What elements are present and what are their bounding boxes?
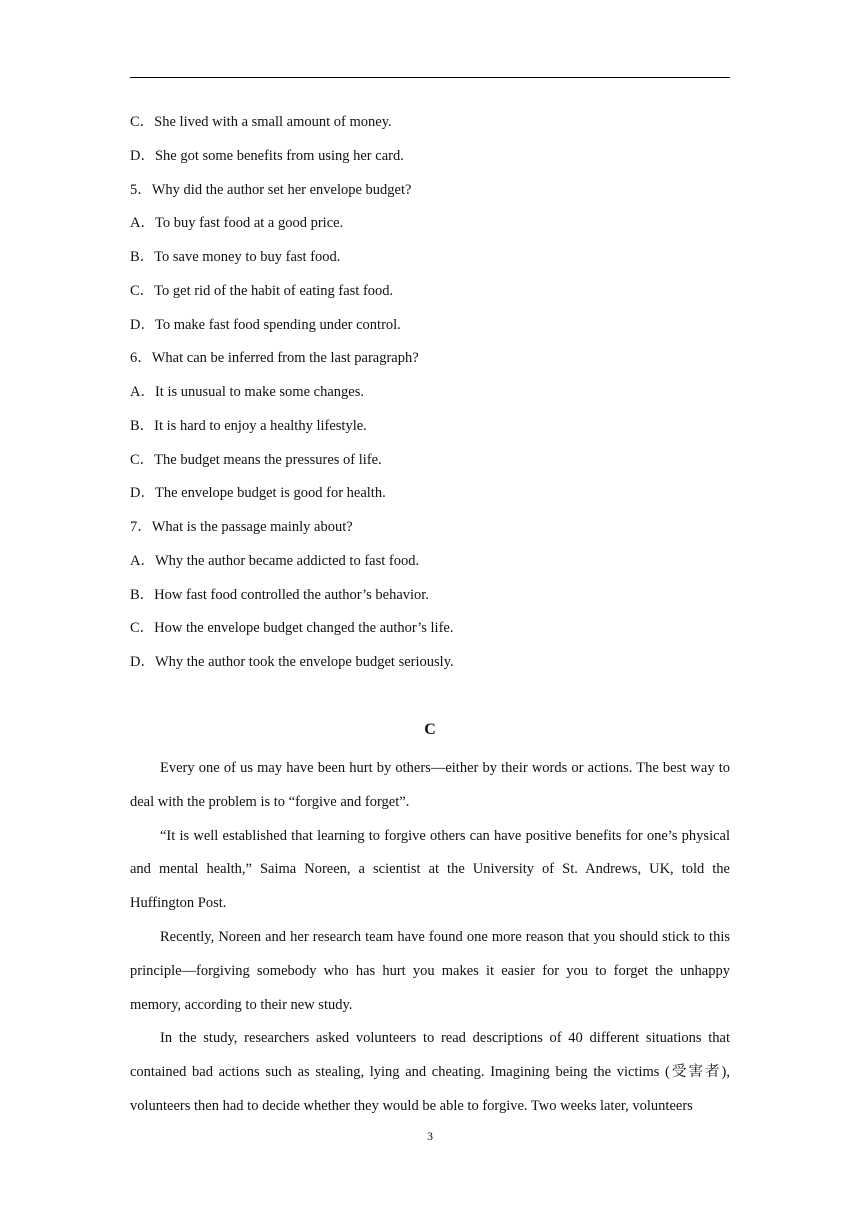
- question-line: C．To get rid of the habit of eating fast food.: [130, 282, 394, 299]
- question-line: D．To make fast food spending under control.: [130, 316, 401, 333]
- question-line: D．She got some benefits from using her card.: [130, 147, 404, 164]
- question-line: A．Why the author became addicted to fast food.: [130, 552, 420, 569]
- question-line: 5．Why did the author set her envelope budget?: [130, 181, 412, 198]
- question-line: C．The budget means the pressures of life.: [130, 451, 382, 468]
- section-heading: C: [424, 721, 436, 738]
- question-line: D．Why the author took the envelope budget seriously.: [130, 654, 454, 670]
- passage-paragraph: Every one of us may have been hurt by others—either by their words or actions. The best way to deal with the problem is to “forgive and forget”.: [130, 760, 730, 810]
- question-line: B．To save money to buy fast food.: [130, 249, 341, 265]
- question-line: A．To buy fast food at a good price.: [130, 215, 344, 232]
- question-line: C．How the envelope budget changed the author’s life.: [130, 620, 454, 637]
- header-rule: [130, 77, 730, 78]
- passage-paragraph: “It is well established that learning to forgive others can have positive benefits for one’s physical and mental health,” Saima Noreen, a scientist at the University of St. Andrews, UK, told the Huffington Post.: [130, 827, 730, 912]
- question-line: 7．What is the passage mainly about?: [130, 519, 353, 535]
- question-line: A．It is unusual to make some changes.: [130, 384, 364, 400]
- question-line: 6．What can be inferred from the last paragraph?: [130, 350, 419, 367]
- question-line: C．She lived with a small amount of money.: [130, 114, 392, 130]
- passage-paragraph: In the study, researchers asked volunteers to read descriptions of 40 different situations that contained bad actions such as stealing, lying and cheating. Imagining being the victims (受害者), volunteers then had to decide whether they would be able to forgive. Two weeks later, volunteers: [130, 1030, 730, 1114]
- reading-passage: [130, 752, 730, 1124]
- question-list: [130, 111, 730, 685]
- question-line: B．How fast food controlled the author’s behavior.: [130, 586, 429, 603]
- passage-paragraph: Recently, Noreen and her research team have found one more reason that you should stick to this principle—forgiving somebody who has hurt you makes it easier for you to forget the unhappy memory, according to their new study.: [130, 928, 730, 1013]
- question-line: B．It is hard to enjoy a healthy lifestyle.: [130, 417, 367, 434]
- page-number: 3: [427, 1129, 433, 1143]
- question-line: D．The envelope budget is good for health.: [130, 485, 386, 502]
